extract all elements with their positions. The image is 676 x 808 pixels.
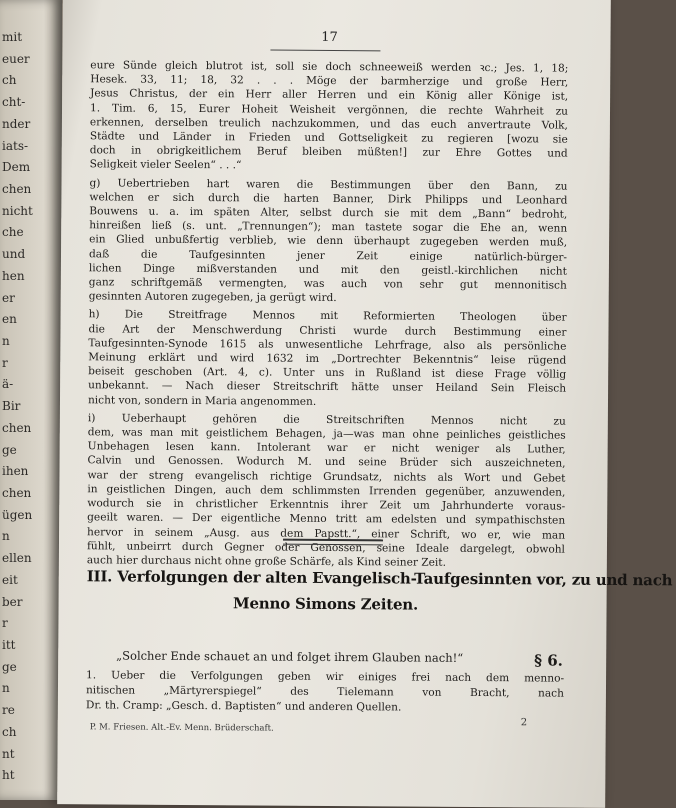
text-line: dem, was man mit geistlichem Behagen, ja—was man ohne peinliches geistliches <box>87 426 566 442</box>
section-divider <box>283 539 383 546</box>
left-page-fragment: r <box>2 355 8 370</box>
left-page-fragment: ellen <box>2 551 32 566</box>
left-page-fragment: n <box>2 334 10 348</box>
left-page-fragment: chen <box>2 420 32 435</box>
text-line: welchen er sich durch die harten Banner, Dirk Philipps und Leonhard <box>89 191 568 207</box>
paragraph-persecutions <box>86 668 564 716</box>
text-line: g) Uebertrieben hart waren die Bestimmungen über den Bann, zu <box>89 176 568 193</box>
page-number: 17 <box>321 29 338 46</box>
text-line: gesinnten Autoren zugegeben, ja gerügt wird. <box>88 290 337 305</box>
left-page-fragment: Dem <box>2 160 31 175</box>
text-line: beiseit geschoben (Art. 4, c). Unter uns in Rußland ist diese Frage völlig <box>88 365 567 381</box>
chapter-heading <box>86 563 673 618</box>
text-line: lichen Dinge mißverstanden und mit den geistl.-kirchlichen nicht <box>88 262 567 278</box>
text-line: Städte und Länder in Frieden und Gottseligkeit zu regieren [wozu sie <box>89 130 568 146</box>
left-page-edge <box>0 0 62 800</box>
body-text <box>87 58 569 570</box>
text-line: Taufgesinnten-Synode 1615 als unwesentliche Lehrfrage, also als persönliche <box>88 337 567 353</box>
left-page-fragment: ht <box>2 768 15 783</box>
page-content <box>85 0 673 734</box>
left-page-fragment: ge <box>2 442 17 457</box>
footer-signature: P. M. Friesen. Alt.-Ev. Menn. Brüderschaft. <box>89 722 274 734</box>
text-line: fühlt, unbeirrt durch Gegner oder Genossen, seine Ideale dargelegt, obwohl <box>86 539 566 556</box>
text-line: Unbehagen lesen kann. Intolerant war er nicht weniger als Luther, <box>87 440 566 456</box>
text-line: Dr. th. Cramp: „Gesch. d. Baptisten“ und anderen Quellen. <box>85 699 402 714</box>
text-line: eure Sünde gleich blutrot ist, soll sie doch schneeweiß werden ꝛc.; Jes. 1, 18; <box>90 59 569 75</box>
left-page-fragment: re <box>2 703 15 718</box>
left-page-fragment: ä- <box>2 377 14 392</box>
left-page-fragment: cht- <box>2 95 26 110</box>
left-page-fragment: ber <box>2 594 23 609</box>
text-line: i) Ueberhaupt gehören die Streitschriften Mennos nicht zu <box>87 412 566 428</box>
text-line: unbekannt. — Nach dieser Streitschrift hätte unser Heiland Sein Fleisch <box>88 379 567 396</box>
text-line: daß die Taufgesinnten jener Zeit einige natürlich-bürger- <box>88 247 568 264</box>
left-page-fragment: n <box>2 681 10 696</box>
text-line: h) Die Streitfrage Mennos mit Reformierten Theologen über <box>88 308 567 325</box>
text-line: wodurch sie in christlicher Erkenntnis ihrer Zeit um Jahrhunderte voraus- <box>87 497 566 513</box>
text-line: Bouwens u. a. im späten Alter, selbst durch sie mit dem „Bann“ bedroht, <box>89 205 568 221</box>
left-page-fragment: iats- <box>2 138 29 153</box>
left-page-fragment: nt <box>2 746 15 761</box>
text-line: auch hier durchaus nicht ohne große Schärfe, als Kind seiner Zeit. <box>86 554 447 569</box>
left-page-fragment: nicht <box>2 203 33 218</box>
left-page-fragment: ge <box>2 659 17 674</box>
text-line: hinreißen ließ (s. unt. „Trennungen“); man tastete sogar die Ehe an, wenn <box>89 219 568 235</box>
text-line: 1. Ueber die Verfolgungen geben wir einiges frei nach dem menno- <box>86 669 565 685</box>
text-line: nitischen „Märtyrerspiegel“ des Tielemann von Bracht, nach <box>85 684 564 700</box>
text-line: Seligkeit vieler Seelen“ . . .“ <box>89 158 242 172</box>
text-line: geeilt waren. — Der eigentliche Menno tritt am edelsten und sympathischsten <box>87 511 566 527</box>
text-line: erkennen, derselben treulich nachzukommen, und das euch anvertraute Volk, <box>89 116 568 132</box>
left-page-fragment: n <box>2 529 10 544</box>
left-page-fragment: und <box>2 247 26 262</box>
text-line: 1. Tim. 6, 15, Eurer Hoheit Weisheit vergönnen, die rechte Wahrheit zu <box>89 101 569 118</box>
motto-quote: „Solcher Ende schauet an und folget ihrem Glauben nach!“ <box>116 648 464 665</box>
left-page-fragment: en <box>2 312 17 327</box>
left-page-fragment: eit <box>2 572 18 587</box>
left-page-fragment: hen <box>2 268 25 283</box>
text-line: die Art der Menschwerdung Christi wurde durch Bestimmung einer <box>88 322 567 339</box>
text-line: hervor in seinem „Ausg. aus dem Papstt.“, einer Schrift, wo er, wie man <box>87 525 566 542</box>
left-page-fragment: nder <box>2 116 31 131</box>
header-rule <box>270 50 380 52</box>
left-page-fragment: ügen <box>2 507 33 522</box>
left-page-fragment: chen <box>2 486 32 500</box>
section-number: § 6. <box>534 651 563 670</box>
text-line: ganz schriftgemäß vermengten, was auch von sehr gut mennonitisch <box>88 276 567 292</box>
left-page-fragment: chen <box>2 182 32 196</box>
left-page-fragment: er <box>2 290 15 305</box>
book-page <box>57 0 673 808</box>
text-line: Jesus Christus, der ein Herr aller Herren und ein König aller Könige ist, <box>90 87 569 104</box>
left-page-fragment: mit <box>2 30 23 44</box>
left-page-fragment: che <box>2 225 24 240</box>
chapter-heading-line-1: III. Verfolgungen der alten Evangelisch-Taufgesinnten vor, zu und nach <box>86 567 673 590</box>
left-page-fragment: itt <box>2 638 16 652</box>
left-page-fragment: ch <box>2 73 17 88</box>
left-page-fragment: ch <box>2 724 17 739</box>
left-page-fragment: ihen <box>2 464 29 479</box>
text-line: Calvin und Genossen. Wodurch M. und seine Brüder sich auszeichneten, <box>87 454 566 471</box>
left-page-fragment: euer <box>2 51 30 66</box>
text-line: war der streng evangelisch richtige Grundsatz, nichts als Wort und Gebet <box>87 468 566 485</box>
text-line: in geistlichen Dingen, auch dem schlimmsten Irrenden gegenüber, anzuwenden, <box>87 483 566 499</box>
chapter-heading-line-2: Menno Simons Zeiten. <box>233 594 419 614</box>
text-line: doch in obrigkeitlichem Beruf bleiben müßten!] zur Ehre Gottes und <box>89 144 568 160</box>
text-line: ein Glied unbußfertig verblieb, wie denn überhaupt zugegeben werden muß, <box>89 233 568 250</box>
text-line: Hesek. 33, 11; 18, 32 . . . Möge der barmherzige und große Herr, <box>90 73 569 89</box>
text-line: Meinung erklärt und wird 1632 im „Dortrechter Bekenntnis“ leise rügend <box>88 351 567 367</box>
sheet-number: 2 <box>520 717 528 729</box>
text-line: nicht von, sondern in Maria angenommen. <box>87 393 317 408</box>
left-page-fragment: r <box>2 616 8 631</box>
left-page-fragment: Bir <box>2 399 21 414</box>
